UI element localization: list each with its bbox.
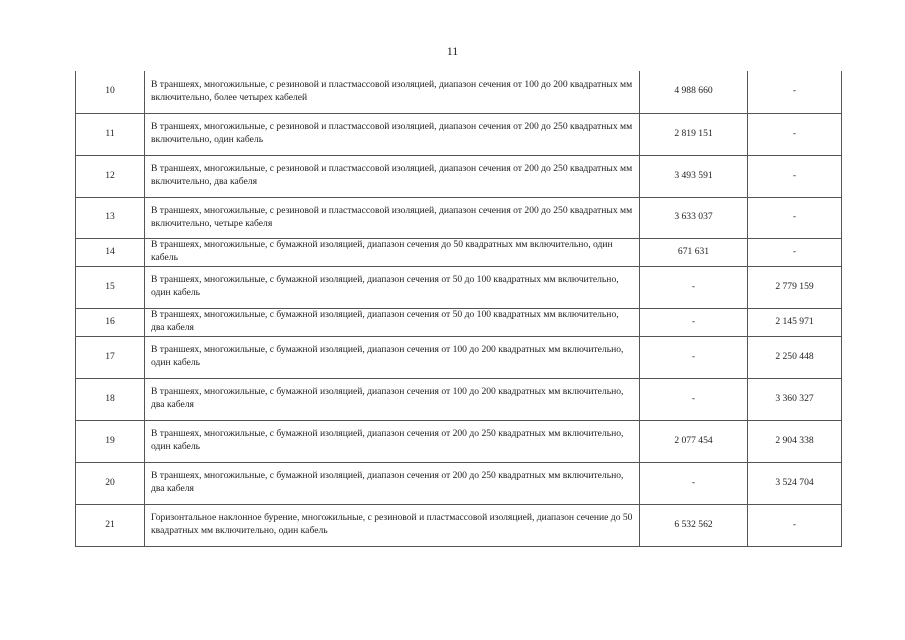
row-description: В траншеях, многожильные, с резиновой и пластмассовой изоляцией, диапазон сечения от 200 до 250 квадратных мм включительно, один кабель xyxy=(145,113,640,155)
row-description: В траншеях, многожильные, с бумажной изоляцией, диапазон сечения от 50 до 100 квадратных мм включительно, один кабель xyxy=(145,266,640,308)
table-row xyxy=(76,504,842,546)
row-value-1: - xyxy=(640,462,748,504)
table-row xyxy=(76,155,842,197)
row-value-2: - xyxy=(748,113,842,155)
row-value-2: 2 145 971 xyxy=(748,308,842,336)
row-value-2: - xyxy=(748,504,842,546)
table-row xyxy=(76,308,842,336)
row-number: 21 xyxy=(76,504,145,546)
row-number: 20 xyxy=(76,462,145,504)
row-value-1: 4 988 660 xyxy=(640,71,748,113)
table-row xyxy=(76,336,842,378)
row-value-1: 2 077 454 xyxy=(640,420,748,462)
row-value-2: 3 360 327 xyxy=(748,378,842,420)
row-description: В траншеях, многожильные, с резиновой и пластмассовой изоляцией, диапазон сечения от 100 до 200 квадратных мм включительно, более четырех кабелей xyxy=(145,71,640,113)
row-value-2: - xyxy=(748,71,842,113)
row-value-2: - xyxy=(748,155,842,197)
row-number: 17 xyxy=(76,336,145,378)
row-number: 10 xyxy=(76,71,145,113)
row-description: Горизонтальное наклонное бурение, многожильные, с резиновой и пластмассовой изоляцией, диапазон сечение до 50 квадратных мм включительно, один кабель xyxy=(145,504,640,546)
row-number: 18 xyxy=(76,378,145,420)
row-value-1: - xyxy=(640,336,748,378)
table-row xyxy=(76,113,842,155)
row-number: 16 xyxy=(76,308,145,336)
row-value-2: - xyxy=(748,197,842,238)
row-number: 13 xyxy=(76,197,145,238)
row-number: 14 xyxy=(76,238,145,266)
row-value-2: 3 524 704 xyxy=(748,462,842,504)
row-description: В траншеях, многожильные, с бумажной изоляцией, диапазон сечения от 50 до 100 квадратных мм включительно, два кабеля xyxy=(145,308,640,336)
row-number: 12 xyxy=(76,155,145,197)
row-value-2: 2 904 338 xyxy=(748,420,842,462)
row-value-1: 3 493 591 xyxy=(640,155,748,197)
row-value-1: 2 819 151 xyxy=(640,113,748,155)
row-description: В траншеях, многожильные, с бумажной изоляцией, диапазон сечения от 200 до 250 квадратных мм включительно, один кабель xyxy=(145,420,640,462)
row-description: В траншеях, многожильные, с бумажной изоляцией, диапазон сечения от 200 до 250 квадратных мм включительно, два кабеля xyxy=(145,462,640,504)
row-value-2: 2 250 448 xyxy=(748,336,842,378)
table-row xyxy=(76,71,842,113)
row-description: В траншеях, многожильные, с бумажной изоляцией, диапазон сечения от 100 до 200 квадратных мм включительно, два кабеля xyxy=(145,378,640,420)
row-value-1: - xyxy=(640,308,748,336)
table-row xyxy=(76,266,842,308)
row-description: В траншеях, многожильные, с резиновой и пластмассовой изоляцией, диапазон сечения от 200 до 250 квадратных мм включительно, четыре кабеля xyxy=(145,197,640,238)
row-description: В траншеях, многожильные, с бумажной изоляцией, диапазон сечения до 50 квадратных мм включительно, один кабель xyxy=(145,238,640,266)
row-description: В траншеях, многожильные, с бумажной изоляцией, диапазон сечения от 100 до 200 квадратных мм включительно, один кабель xyxy=(145,336,640,378)
row-number: 11 xyxy=(76,113,145,155)
row-value-1: - xyxy=(640,378,748,420)
row-number: 19 xyxy=(76,420,145,462)
table-row xyxy=(76,420,842,462)
row-value-1: 671 631 xyxy=(640,238,748,266)
row-value-1: 3 633 037 xyxy=(640,197,748,238)
rates-table xyxy=(75,71,842,547)
row-number: 15 xyxy=(76,266,145,308)
row-description: В траншеях, многожильные, с резиновой и пластмассовой изоляцией, диапазон сечения от 200 до 250 квадратных мм включительно, два кабеля xyxy=(145,155,640,197)
row-value-2: 2 779 159 xyxy=(748,266,842,308)
row-value-1: - xyxy=(640,266,748,308)
row-value-2: - xyxy=(748,238,842,266)
row-value-1: 6 532 562 xyxy=(640,504,748,546)
table-row xyxy=(76,378,842,420)
table-row xyxy=(76,462,842,504)
page-number: 11 xyxy=(446,44,459,58)
table-row xyxy=(76,238,842,266)
table-row xyxy=(76,197,842,238)
